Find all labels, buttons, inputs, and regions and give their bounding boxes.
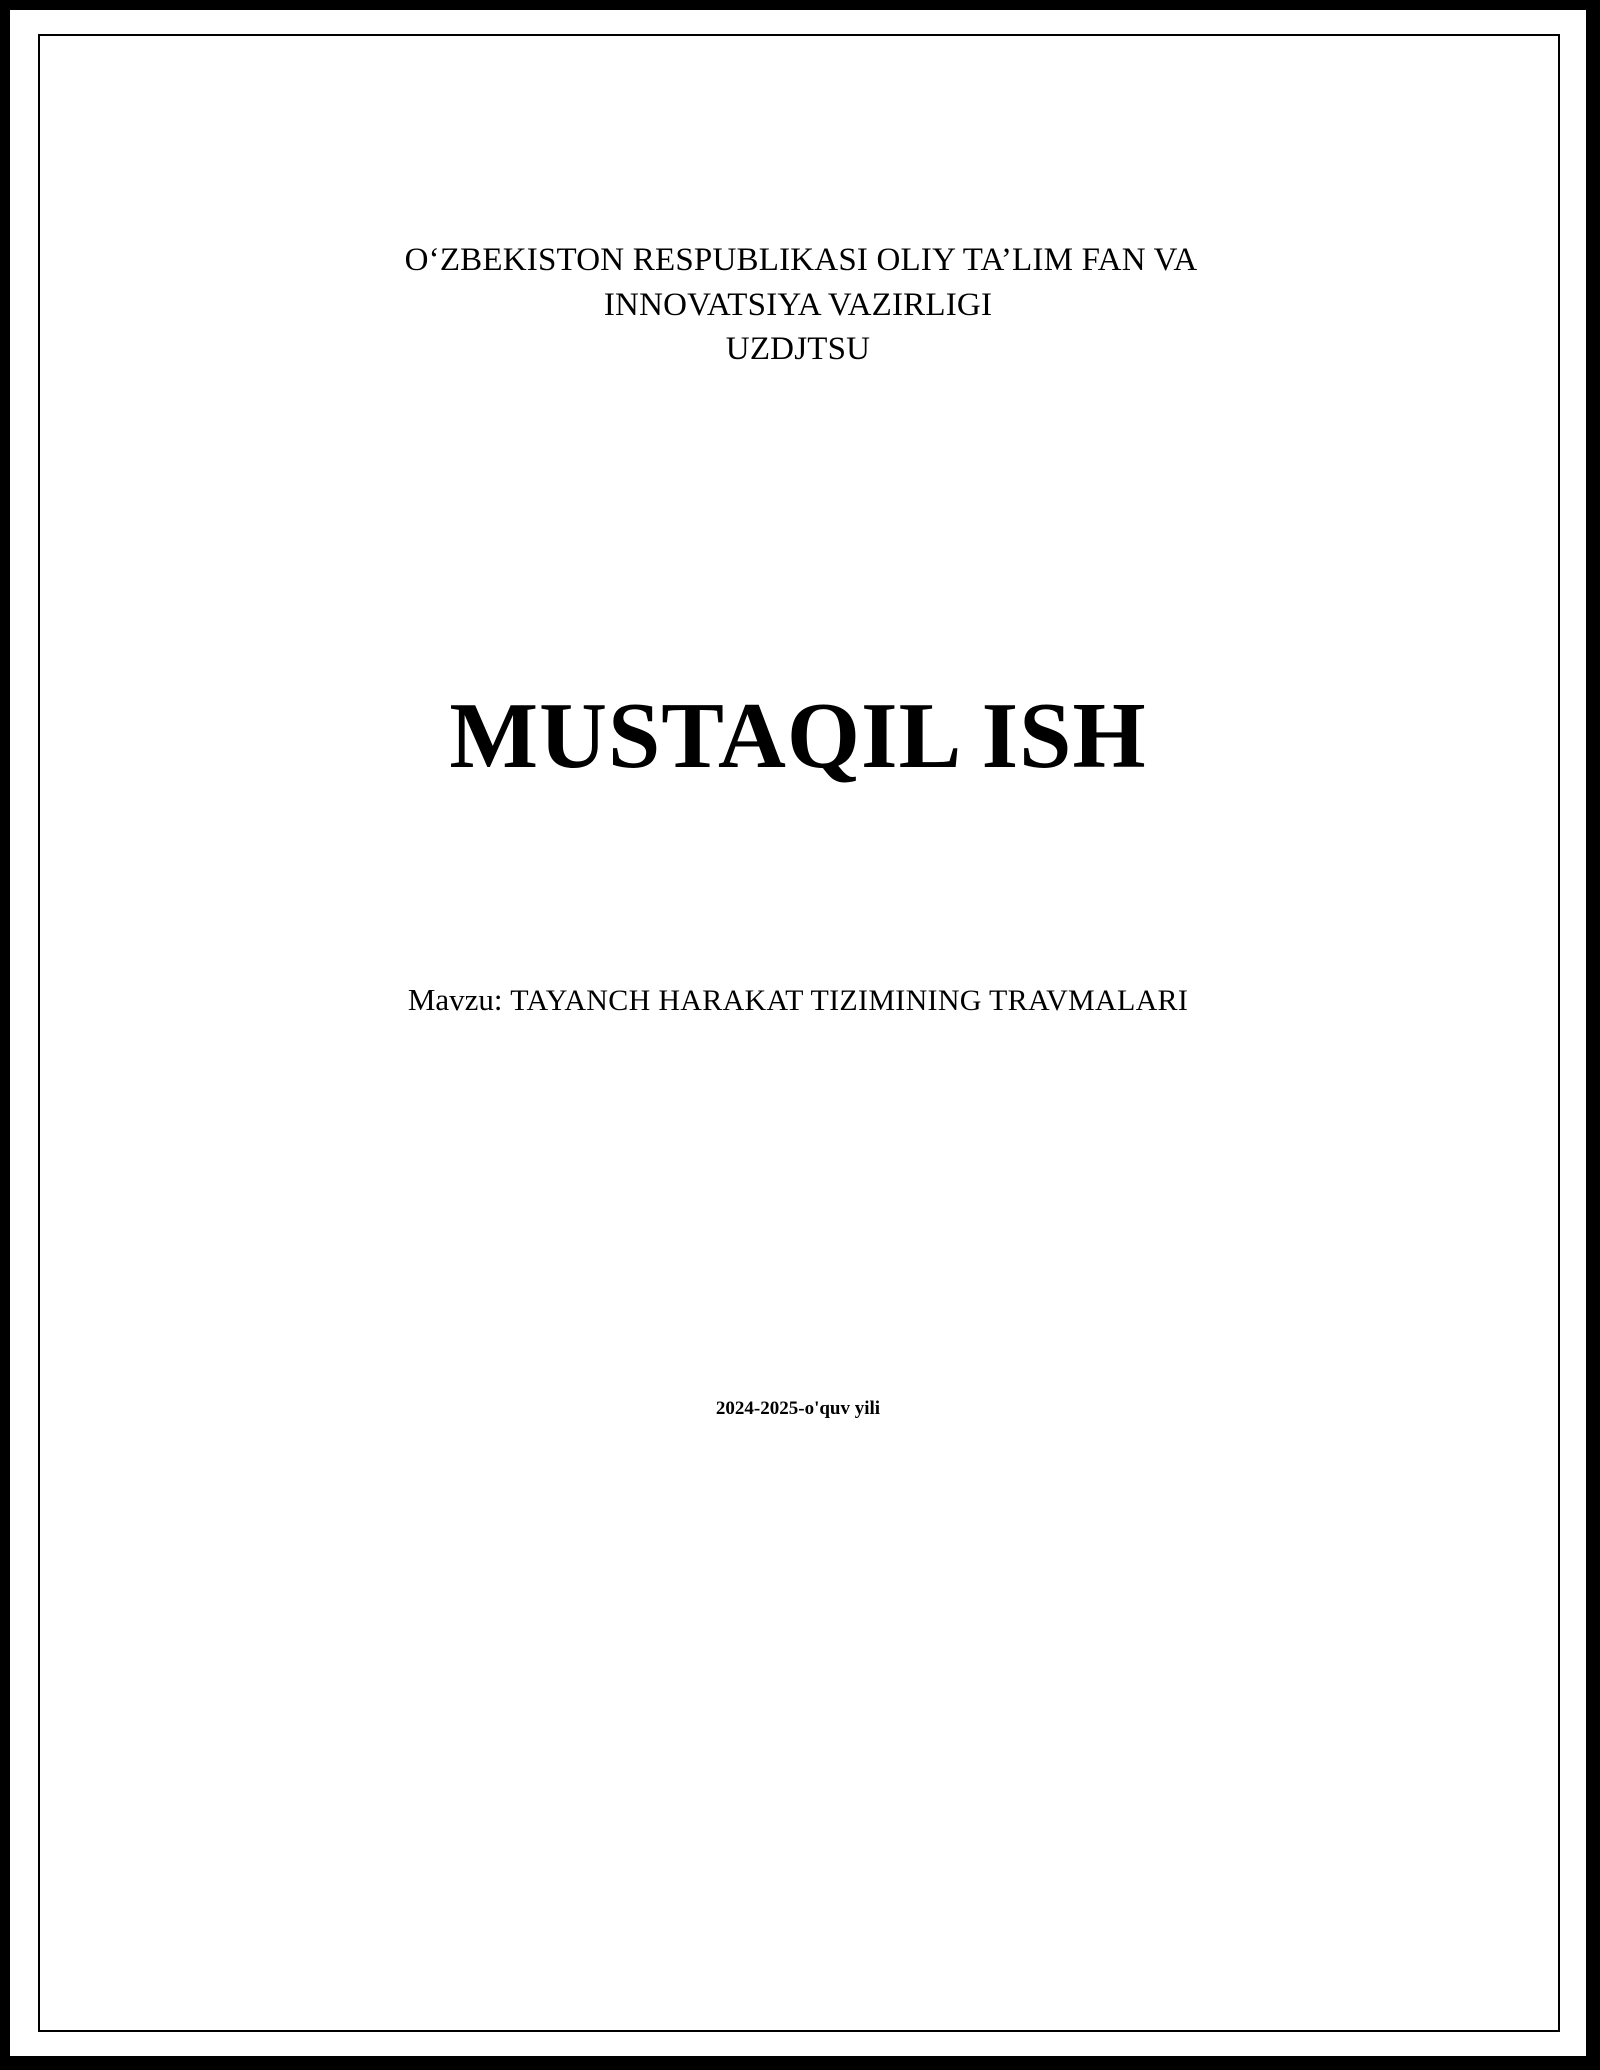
ministry-heading-line-2: INNOVATSIYA VAZIRLIGI <box>603 286 993 323</box>
page-sheet <box>10 10 1586 2056</box>
subject-line <box>10 982 1586 1018</box>
ministry-heading <box>10 238 1586 372</box>
ministry-heading-line-3: UZDJTSU <box>725 331 871 368</box>
subject-label: Mavzu: <box>407 982 503 1017</box>
page-title: MUSTAQIL ISH <box>449 684 1147 788</box>
title-page-content <box>10 10 1586 2056</box>
ministry-heading-line-1: O‘ZBEKISTON RESPUBLIKASI OLIY TA’LIM FAN VA <box>404 242 1198 278</box>
academic-year: 2024-2025-o'quv yili <box>715 1398 881 1419</box>
subject-value: TAYANCH HARAKAT TIZIMINING TRAVMALARI <box>510 984 1189 1017</box>
